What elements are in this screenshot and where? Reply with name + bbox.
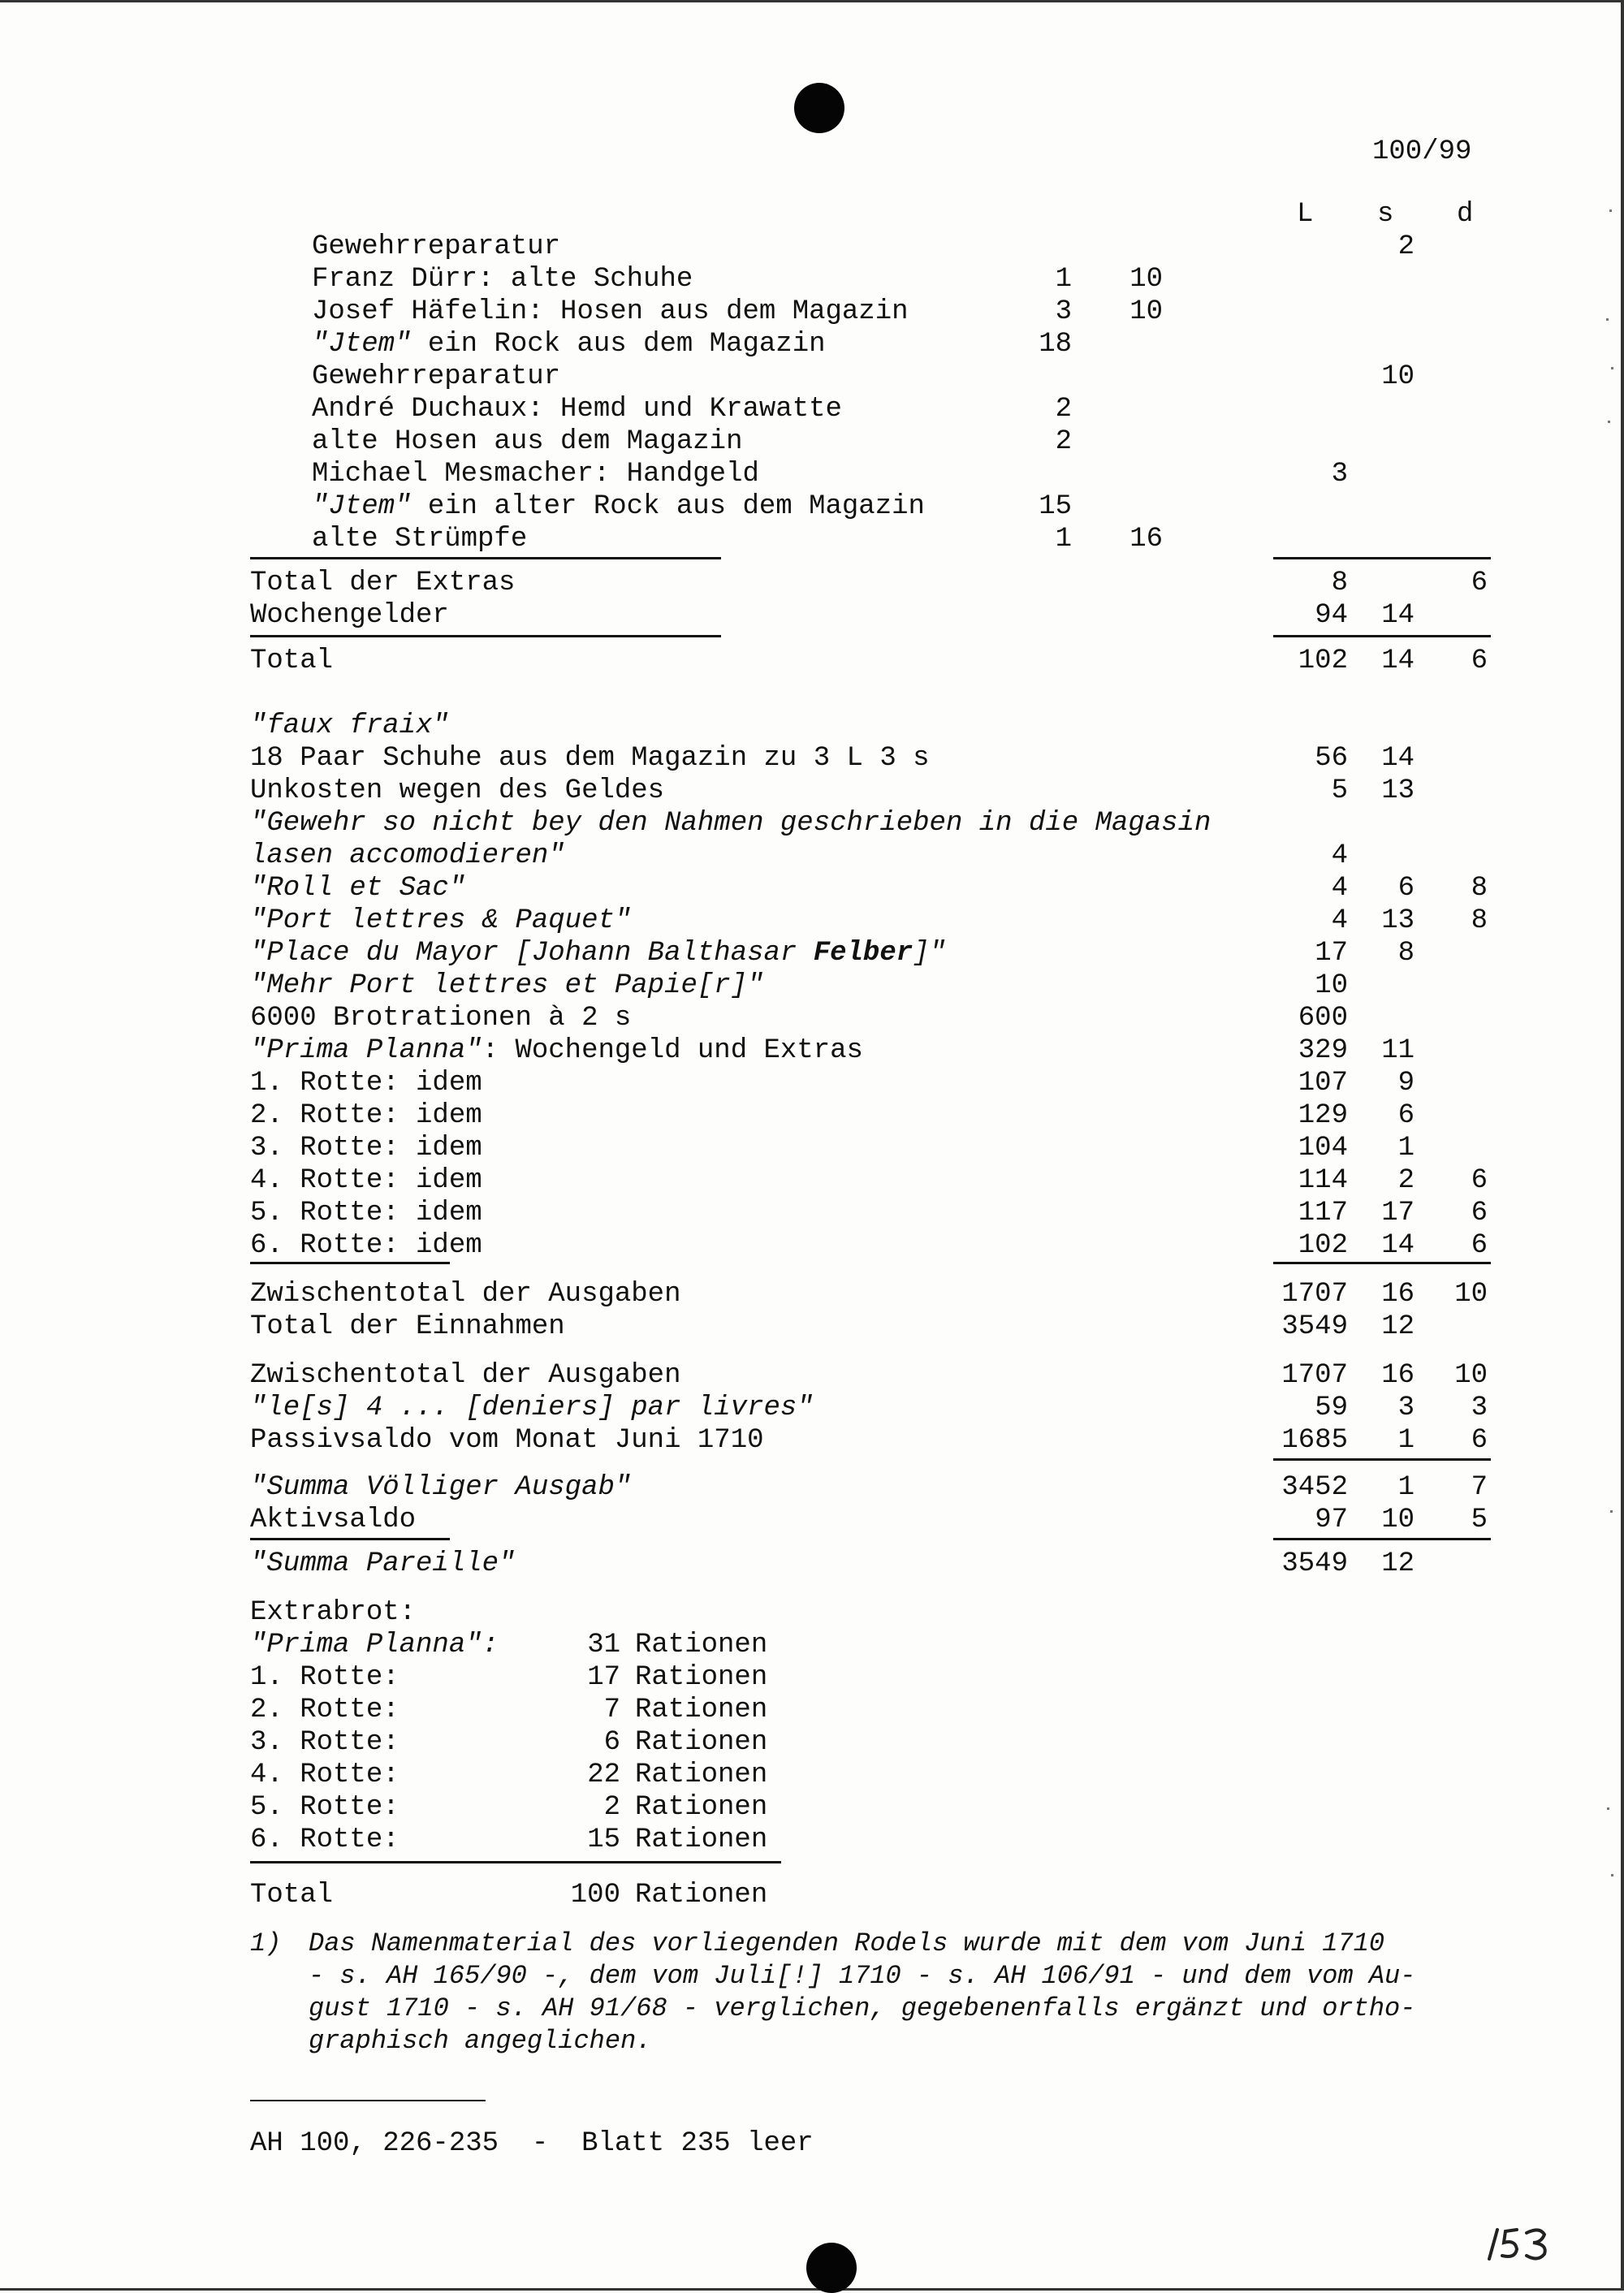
place-post: ]" xyxy=(913,938,946,969)
faux-row-L: 56 xyxy=(1315,743,1348,774)
rotte-row-L: 129 xyxy=(1298,1100,1348,1131)
rotte-row-s: 17 xyxy=(1381,1198,1415,1229)
extrabrot-row-label: 4. Rotte: xyxy=(250,1760,400,1790)
summary-deniers-label: "le[s] 4 ... [deniers] par livres" xyxy=(250,1393,814,1423)
footnote-line: - s. AH 165/90 -, dem vom Juli[!] 1710 - s. AH 106/91 - und dem vom Au- xyxy=(309,1961,1416,1991)
rotte-row-label: 4. Rotte: idem xyxy=(250,1165,482,1196)
summary-summa-d: 7 xyxy=(1471,1472,1488,1503)
summary-passiv-s: 1 xyxy=(1397,1425,1415,1456)
summary-zwischen2-label: Zwischentotal der Ausgaben xyxy=(250,1360,681,1391)
scan-speck xyxy=(1610,1510,1613,1513)
rotte-row-label: 3. Rotte: idem xyxy=(250,1133,482,1164)
summary-summa-L: 3452 xyxy=(1281,1472,1348,1503)
totals-row-L: 94 xyxy=(1315,600,1348,631)
total-label: Total xyxy=(250,646,334,676)
scan-speck xyxy=(1606,318,1609,321)
extras-row-text: Franz Dürr: alte Schuhe xyxy=(312,264,693,295)
total-s: 14 xyxy=(1381,646,1415,676)
rotte-row-L: 104 xyxy=(1298,1133,1348,1164)
place-s: 8 xyxy=(1397,938,1415,969)
summary-einnahmen-L: 3549 xyxy=(1281,1311,1348,1342)
brot-L: 600 xyxy=(1298,1003,1348,1034)
extrabrot-row-unit: Rationen xyxy=(635,1760,768,1790)
summary-passiv-label: Passivsaldo vom Monat Juni 1710 xyxy=(250,1425,764,1456)
summary-passiv-d: 6 xyxy=(1471,1425,1488,1456)
extras-row-text: Gewehrreparatur xyxy=(312,361,561,392)
totals-underline-left xyxy=(250,635,721,637)
extrabrot-row-label: 1. Rotte: xyxy=(250,1662,400,1693)
gewehr-L: 4 xyxy=(1331,840,1348,871)
prima-s: 11 xyxy=(1381,1035,1415,1066)
extrabrot-total-label: Total xyxy=(250,1880,334,1911)
extras-row-text: Gewehrreparatur xyxy=(312,231,561,262)
extras-row-L: 3 xyxy=(1331,459,1348,490)
rotten-underline-right xyxy=(1273,1262,1491,1264)
prima-L: 329 xyxy=(1298,1035,1348,1066)
place-pre: "Place du Mayor [Johann Balthasar xyxy=(250,938,814,969)
extras-row-s: 2 xyxy=(1055,394,1072,425)
total-d: 6 xyxy=(1471,646,1488,676)
scan-speck xyxy=(1607,1807,1609,1810)
summary-aktiv-label: Aktivsaldo xyxy=(250,1505,417,1535)
prima-rest: : Wochengeld und Extras xyxy=(482,1035,863,1066)
extras-row-d: 10 xyxy=(1129,264,1163,295)
handwritten-page-number xyxy=(1486,2222,1554,2267)
footnote-separator xyxy=(250,2100,486,2101)
summary-aktiv-d: 5 xyxy=(1471,1505,1488,1535)
totals-row-s: 14 xyxy=(1381,600,1415,631)
rotte-row-L: 102 xyxy=(1298,1230,1348,1261)
summary-pareille-L: 3549 xyxy=(1281,1548,1348,1579)
place-bold: Felber xyxy=(813,938,914,969)
extras-row-label xyxy=(312,393,842,425)
extras-row-text: Michael Mesmacher: Handgeld xyxy=(312,459,759,490)
summary-deniers-d: 3 xyxy=(1471,1393,1488,1423)
extras-row-label xyxy=(312,458,759,490)
extras-row-label xyxy=(312,490,925,523)
summary-summa-label: "Summa Völliger Ausgab" xyxy=(250,1472,632,1503)
extrabrot-row-unit: Rationen xyxy=(635,1792,768,1823)
faux-row-L: 5 xyxy=(1331,775,1348,806)
brot-label: 6000 Brotrationen à 2 s xyxy=(250,1003,632,1034)
page-number: 100/99 xyxy=(1372,136,1472,167)
rotte-row-d: 6 xyxy=(1471,1165,1488,1196)
footnote-line: graphisch angeglichen. xyxy=(309,2026,652,2056)
extras-row-label xyxy=(312,263,693,296)
roll-s: 6 xyxy=(1397,873,1415,904)
port-label: "Port lettres & Paquet" xyxy=(250,905,632,936)
summary-aktiv-s: 10 xyxy=(1381,1505,1415,1535)
mehr-label: "Mehr Port lettres et Papie[r]" xyxy=(250,970,764,1001)
extrabrot-row-label: 6. Rotte: xyxy=(250,1824,400,1855)
scan-border-right xyxy=(1621,0,1624,2291)
mehr-L: 10 xyxy=(1315,970,1348,1001)
rotte-row-label: 6. Rotte: idem xyxy=(250,1230,482,1261)
port-L: 4 xyxy=(1331,905,1348,936)
extras-underline-left xyxy=(250,557,721,559)
extras-row-label xyxy=(312,296,909,328)
scan-border-top xyxy=(0,0,1624,2)
rotte-row-L: 117 xyxy=(1298,1198,1348,1229)
extrabrot-row-unit: Rationen xyxy=(635,1630,768,1660)
roll-label: "Roll et Sac" xyxy=(250,873,466,904)
extrabrot-row-n: 31 xyxy=(587,1630,620,1660)
passiv-underline xyxy=(1273,1458,1491,1461)
place-label xyxy=(250,937,946,969)
prima-quote: "Prima Planna" xyxy=(250,1035,482,1066)
extrabrot-total-unit: Rationen xyxy=(635,1880,768,1911)
summary-aktiv-L: 97 xyxy=(1315,1505,1348,1535)
extras-row-label xyxy=(312,231,560,263)
extrabrot-row-unit: Rationen xyxy=(635,1727,768,1758)
rotten-underline-left xyxy=(250,1262,450,1264)
rotte-row-s: 1 xyxy=(1397,1133,1415,1164)
extras-row-text: alte Strümpfe xyxy=(312,524,528,555)
extras-row-label xyxy=(312,361,560,393)
rotte-row-d: 6 xyxy=(1471,1198,1488,1229)
totals-underline-right xyxy=(1273,635,1491,637)
summary-pareille-label: "Summa Pareille" xyxy=(250,1548,516,1579)
summary-zwischen2-s: 16 xyxy=(1381,1360,1415,1391)
extrabrot-row-label: 2. Rotte: xyxy=(250,1695,400,1725)
extrabrot-row-n: 6 xyxy=(603,1727,620,1758)
extras-row-d: 10 xyxy=(1129,296,1163,327)
aktiv-underline-left xyxy=(250,1538,450,1540)
total-L: 102 xyxy=(1298,646,1348,676)
rotte-row-L: 107 xyxy=(1298,1068,1348,1099)
summary-zwischen1-L: 1707 xyxy=(1281,1279,1348,1310)
extras-row-text: alte Hosen aus dem Magazin xyxy=(312,426,743,457)
extras-row-s: 1 xyxy=(1055,524,1072,555)
faux-row-s: 14 xyxy=(1381,743,1415,774)
extras-row-d: 2 xyxy=(1397,231,1415,262)
extras-row-s: 18 xyxy=(1039,329,1072,360)
summary-pareille-s: 12 xyxy=(1381,1548,1415,1579)
extras-row-quote: "Jtem" xyxy=(312,491,412,522)
summary-deniers-s: 3 xyxy=(1397,1393,1415,1423)
gewehr-line-2: lasen accomodieren" xyxy=(250,840,565,871)
rotte-row-d: 6 xyxy=(1471,1230,1488,1261)
extrabrot-row-unit: Rationen xyxy=(635,1662,768,1693)
summary-zwischen1-label: Zwischentotal der Ausgaben xyxy=(250,1279,681,1310)
totals-row-L: 8 xyxy=(1331,568,1348,598)
extras-row-label xyxy=(312,328,826,361)
place-L: 17 xyxy=(1315,938,1348,969)
rotte-row-label: 5. Rotte: idem xyxy=(250,1198,482,1229)
summary-zwischen2-d: 10 xyxy=(1454,1360,1488,1391)
summary-zwischen1-d: 10 xyxy=(1454,1279,1488,1310)
extrabrot-heading: Extrabrot: xyxy=(250,1597,417,1628)
rotte-row-label: 2. Rotte: idem xyxy=(250,1100,482,1131)
extrabrot-row-n: 7 xyxy=(603,1695,620,1725)
rotte-row-s: 14 xyxy=(1381,1230,1415,1261)
totals-row-d: 6 xyxy=(1471,568,1488,598)
footnote-marker: 1) xyxy=(250,1928,282,1958)
extrabrot-row-n: 15 xyxy=(587,1824,620,1855)
extras-row-quote: "Jtem" xyxy=(312,329,412,360)
rotte-row-s: 2 xyxy=(1397,1165,1415,1196)
extras-row-label xyxy=(312,523,527,555)
summary-zwischen2-L: 1707 xyxy=(1281,1360,1348,1391)
totals-row-label: Wochengelder xyxy=(250,600,449,631)
scan-speck xyxy=(1608,421,1610,423)
extras-underline-right xyxy=(1273,557,1491,559)
faux-row-label: 18 Paar Schuhe aus dem Magazin zu 3 L 3 s xyxy=(250,743,930,774)
punch-hole-top xyxy=(794,83,844,133)
roll-d: 8 xyxy=(1471,873,1488,904)
extras-row-s: 1 xyxy=(1055,264,1072,295)
totals-row-label: Total der Extras xyxy=(250,568,516,598)
faux-row-label: Unkosten wegen des Geldes xyxy=(250,775,665,806)
rotte-row-L: 114 xyxy=(1298,1165,1348,1196)
extrabrot-row-unit: Rationen xyxy=(635,1824,768,1855)
footnote-line: Das Namenmaterial des vorliegenden Rodels wurde mit dem vom Juni 1710 xyxy=(309,1928,1385,1958)
prima-label xyxy=(250,1034,863,1067)
scan-speck xyxy=(1609,209,1612,212)
summary-summa-s: 1 xyxy=(1397,1472,1415,1503)
port-s: 13 xyxy=(1381,905,1415,936)
summary-zwischen1-s: 16 xyxy=(1381,1279,1415,1310)
extrabrot-row-unit: Rationen xyxy=(635,1695,768,1725)
extrabrot-row-label: 3. Rotte: xyxy=(250,1727,400,1758)
footnote-line: gust 1710 - s. AH 91/68 - verglichen, gegebenenfalls ergänzt und ortho- xyxy=(309,1993,1416,2023)
extrabrot-underline xyxy=(250,1861,781,1863)
extras-row-text: André Duchaux: Hemd und Krawatte xyxy=(312,394,842,425)
extras-row-text: Josef Häfelin: Hosen aus dem Magazin xyxy=(312,296,909,327)
extrabrot-row-label: "Prima Planna": xyxy=(250,1630,499,1660)
extrabrot-row-label: 5. Rotte: xyxy=(250,1792,400,1823)
summary-passiv-L: 1685 xyxy=(1281,1425,1348,1456)
extras-row-s: 3 xyxy=(1055,296,1072,327)
column-header-d: d xyxy=(1457,199,1474,230)
aktiv-underline-right xyxy=(1273,1538,1491,1540)
extras-row-label xyxy=(312,425,743,458)
faux-frais-heading: "faux fraix" xyxy=(250,710,449,741)
punch-hole-bottom xyxy=(806,2243,857,2293)
scan-speck xyxy=(1611,367,1613,369)
extras-row-d: 10 xyxy=(1381,361,1415,392)
scan-speck xyxy=(1611,1874,1613,1876)
extrabrot-row-n: 2 xyxy=(603,1792,620,1823)
rotte-row-s: 6 xyxy=(1397,1100,1415,1131)
port-d: 8 xyxy=(1471,905,1488,936)
extras-row-text: ein alter Rock aus dem Magazin xyxy=(411,491,925,522)
extras-row-s: 2 xyxy=(1055,426,1072,457)
source-reference: AH 100, 226-235 - Blatt 235 leer xyxy=(250,2128,814,2159)
rotte-row-s: 9 xyxy=(1397,1068,1415,1099)
summary-einnahmen-label: Total der Einnahmen xyxy=(250,1311,565,1342)
column-header-L: L xyxy=(1297,199,1314,230)
roll-L: 4 xyxy=(1331,873,1348,904)
extras-row-text: ein Rock aus dem Magazin xyxy=(411,329,826,360)
gewehr-line-1: "Gewehr so nicht bey den Nahmen geschrieben in die Magasin xyxy=(250,808,1212,839)
extrabrot-total-n: 100 xyxy=(570,1880,620,1911)
extras-row-d: 16 xyxy=(1129,524,1163,555)
rotte-row-label: 1. Rotte: idem xyxy=(250,1068,482,1099)
extrabrot-row-n: 22 xyxy=(587,1760,620,1790)
faux-row-s: 13 xyxy=(1381,775,1415,806)
summary-deniers-L: 59 xyxy=(1315,1393,1348,1423)
summary-einnahmen-s: 12 xyxy=(1381,1311,1415,1342)
column-header-s: s xyxy=(1377,199,1394,230)
extras-row-s: 15 xyxy=(1039,491,1072,522)
extrabrot-row-n: 17 xyxy=(587,1662,620,1693)
